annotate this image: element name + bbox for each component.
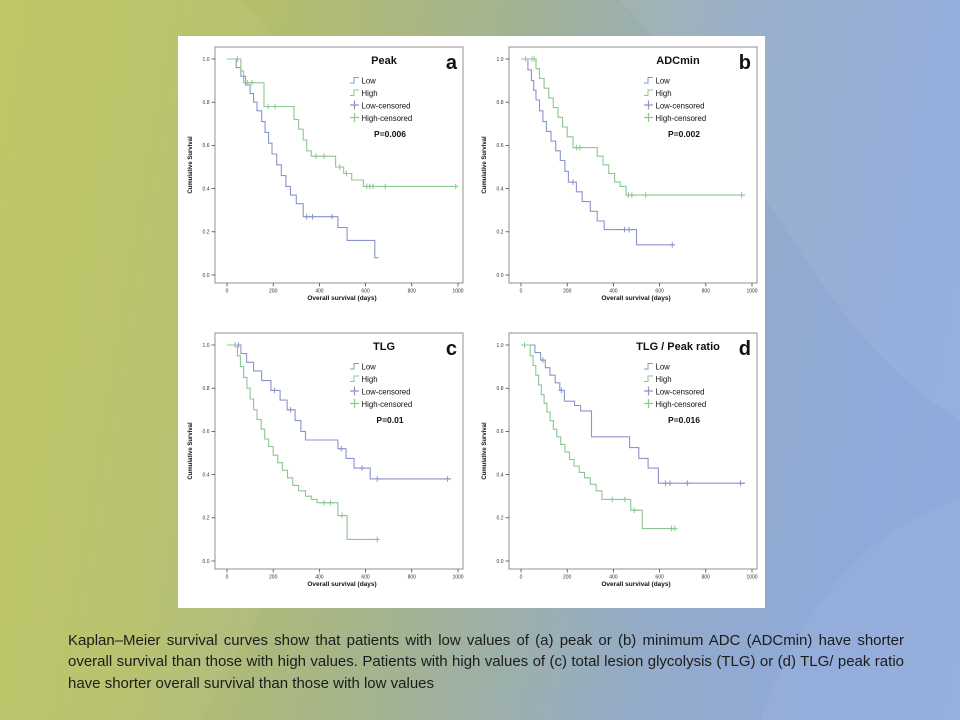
legend-label: High <box>655 88 672 98</box>
legend-label: Low <box>655 76 670 86</box>
x-tick-label: 200 <box>562 574 571 581</box>
censor-mark <box>684 480 690 486</box>
panel-title: TLG <box>373 341 395 353</box>
y-tick-label: 0.0 <box>496 272 503 279</box>
km-curve <box>227 59 378 258</box>
x-tick-label: 600 <box>361 288 370 295</box>
km-curve <box>227 345 451 479</box>
censor-mark <box>310 214 316 220</box>
x-tick-label: 1000 <box>745 574 758 581</box>
y-axis-label: Cumulative Survival <box>188 422 194 480</box>
censor-mark <box>272 388 278 394</box>
km-figure <box>178 36 765 608</box>
x-tick-label: 0 <box>519 574 522 581</box>
x-tick-label: 200 <box>562 288 571 295</box>
legend-label: High-censored <box>361 399 413 409</box>
panel-title: TLG / Peak ratio <box>635 341 720 353</box>
legend-step-glyph <box>644 364 653 370</box>
legend-step-glyph <box>350 364 359 370</box>
y-tick-label: 0.8 <box>202 100 210 106</box>
legend-plus-glyph <box>350 387 359 396</box>
legend-step-glyph <box>350 78 359 84</box>
y-axis-label: Cumulative Survival <box>481 136 488 194</box>
y-tick-label: 1.0 <box>496 342 503 349</box>
y-tick-label: 0.8 <box>496 386 503 392</box>
censor-mark <box>629 192 635 198</box>
panel-letter: c <box>445 338 457 360</box>
censor-mark <box>344 171 350 177</box>
x-tick-label: 0 <box>225 288 229 295</box>
y-tick-label: 1.0 <box>202 342 210 349</box>
legend-label: Low <box>361 76 376 86</box>
censor-mark <box>339 446 345 452</box>
y-tick-label: 0.6 <box>202 429 210 436</box>
x-tick-label: 600 <box>654 288 664 295</box>
legend-label: High-censored <box>655 399 706 409</box>
legend-step-glyph <box>350 90 359 96</box>
figure-caption: Kaplan–Meier survival curves show that patients with low values of (a) peak or (b) minimum ADC (ADCmin) have shorter overall survival than those with high values. Patients with high values of (c) total lesion glycolysis (TLG) or (d) TLG/ peak ratio have shorter overall survival than those with low values <box>68 632 904 692</box>
km-curve <box>521 345 745 483</box>
plot-frame <box>509 333 757 569</box>
plot-frame <box>215 333 463 569</box>
censor-mark <box>521 342 527 348</box>
censor-mark <box>265 104 271 110</box>
censor-mark <box>328 500 334 506</box>
km-panel-c <box>178 322 471 608</box>
legend-label: High-censored <box>361 113 413 123</box>
censor-mark <box>313 153 319 159</box>
y-axis-label: Cumulative Survival <box>481 422 488 480</box>
y-tick-label: 0.2 <box>496 229 503 236</box>
panel-letter: d <box>738 338 751 360</box>
censor-mark <box>374 476 380 482</box>
censor-mark <box>667 480 673 486</box>
censor-mark <box>329 214 335 220</box>
legend-plus-glyph <box>644 399 653 408</box>
legend-plus-glyph <box>644 101 653 110</box>
censor-mark <box>359 465 365 471</box>
km-chart-b <box>472 36 765 322</box>
x-axis-label: Overall survival (days) <box>600 581 671 588</box>
censor-mark <box>321 500 327 506</box>
legend-plus-glyph <box>644 113 653 122</box>
x-tick-label: 1000 <box>452 574 464 581</box>
legend-label: High <box>655 374 672 384</box>
x-tick-label: 800 <box>407 288 416 295</box>
y-tick-label: 0.0 <box>202 272 210 279</box>
censor-mark <box>577 145 583 151</box>
censor-mark <box>738 192 744 198</box>
x-tick-label: 400 <box>315 288 324 295</box>
censor-mark <box>570 179 576 185</box>
legend-plus-glyph <box>350 399 359 408</box>
censor-mark <box>321 153 327 159</box>
km-curve <box>227 345 380 539</box>
x-tick-label: 800 <box>701 574 710 581</box>
x-axis-label: Overall survival (days) <box>307 295 377 302</box>
legend-label: Low <box>655 362 670 372</box>
y-tick-label: 0.8 <box>202 386 210 392</box>
p-value: P=0.006 <box>374 129 406 139</box>
x-tick-label: 1000 <box>452 288 464 295</box>
legend-plus-glyph <box>644 387 653 396</box>
y-tick-label: 0.4 <box>496 472 503 479</box>
censor-mark <box>453 184 459 190</box>
x-tick-label: 800 <box>407 574 416 581</box>
legend-label: Low-censored <box>361 387 411 397</box>
km-curve <box>521 59 745 195</box>
y-tick-label: 0.8 <box>496 100 503 106</box>
y-axis-label: Cumulative Survival <box>188 136 194 194</box>
legend-step-glyph <box>644 78 653 84</box>
panel-title: ADCmin <box>655 55 700 67</box>
km-chart-c <box>178 322 471 608</box>
x-tick-label: 600 <box>654 574 664 581</box>
x-tick-label: 600 <box>361 574 370 581</box>
x-tick-label: 800 <box>701 288 710 295</box>
y-tick-label: 0.6 <box>496 143 503 150</box>
legend-label: Low-censored <box>655 387 704 397</box>
y-tick-label: 0.4 <box>202 472 210 479</box>
y-tick-label: 0.2 <box>496 515 503 522</box>
p-value: P=0.016 <box>667 415 700 425</box>
x-tick-label: 200 <box>269 288 278 295</box>
censor-mark <box>672 526 678 532</box>
x-tick-label: 400 <box>315 574 324 581</box>
y-tick-label: 0.2 <box>202 515 210 522</box>
censor-mark <box>737 480 743 486</box>
p-value: P=0.01 <box>376 415 404 425</box>
y-tick-label: 0.4 <box>202 186 210 193</box>
x-tick-label: 400 <box>608 288 618 295</box>
km-panel-a <box>178 36 471 322</box>
y-tick-label: 0.0 <box>496 558 503 565</box>
censor-mark <box>374 537 380 543</box>
censor-mark <box>235 56 241 62</box>
censor-mark <box>669 242 675 248</box>
x-tick-label: 1000 <box>745 288 758 295</box>
legend-label: Low-censored <box>361 101 411 111</box>
plot-frame <box>509 47 757 283</box>
censor-mark <box>304 214 310 220</box>
panel-letter: b <box>738 52 751 74</box>
censor-mark <box>382 184 388 190</box>
km-panel-d <box>472 322 765 608</box>
legend-label: Low-censored <box>655 101 704 111</box>
x-axis-label: Overall survival (days) <box>600 295 671 302</box>
legend-plus-glyph <box>350 101 359 110</box>
x-tick-label: 400 <box>608 574 618 581</box>
y-tick-label: 1.0 <box>202 56 210 63</box>
censor-mark <box>339 513 345 519</box>
panel-letter: a <box>445 52 457 74</box>
panel-title: Peak <box>371 55 397 67</box>
y-tick-label: 0.0 <box>202 558 210 565</box>
censor-mark <box>272 104 278 110</box>
censor-mark <box>631 507 637 513</box>
legend-plus-glyph <box>350 113 359 122</box>
legend-step-glyph <box>350 376 359 382</box>
censor-mark <box>622 497 628 503</box>
y-tick-label: 0.6 <box>496 429 503 436</box>
censor-mark <box>445 476 451 482</box>
p-value: P=0.002 <box>667 129 700 139</box>
km-chart-d <box>472 322 765 608</box>
censor-mark <box>370 184 376 190</box>
y-tick-label: 0.4 <box>496 186 503 193</box>
km-panel-b <box>472 36 765 322</box>
censor-mark <box>288 407 294 413</box>
censor-mark <box>626 227 632 233</box>
legend-step-glyph <box>644 376 653 382</box>
censor-mark <box>642 192 648 198</box>
censor-mark <box>609 497 615 503</box>
legend-step-glyph <box>644 90 653 96</box>
y-tick-label: 0.2 <box>202 229 210 236</box>
legend-label: High <box>361 88 378 98</box>
x-tick-label: 200 <box>269 574 278 581</box>
x-tick-label: 0 <box>519 288 522 295</box>
x-tick-label: 0 <box>225 574 229 581</box>
censor-mark <box>337 164 343 170</box>
y-tick-label: 0.6 <box>202 143 210 150</box>
legend-label: High-censored <box>655 113 706 123</box>
legend-label: High <box>361 374 378 384</box>
km-chart-a <box>178 36 471 322</box>
legend-label: Low <box>361 362 376 372</box>
y-tick-label: 1.0 <box>496 56 503 63</box>
x-axis-label: Overall survival (days) <box>307 581 377 588</box>
